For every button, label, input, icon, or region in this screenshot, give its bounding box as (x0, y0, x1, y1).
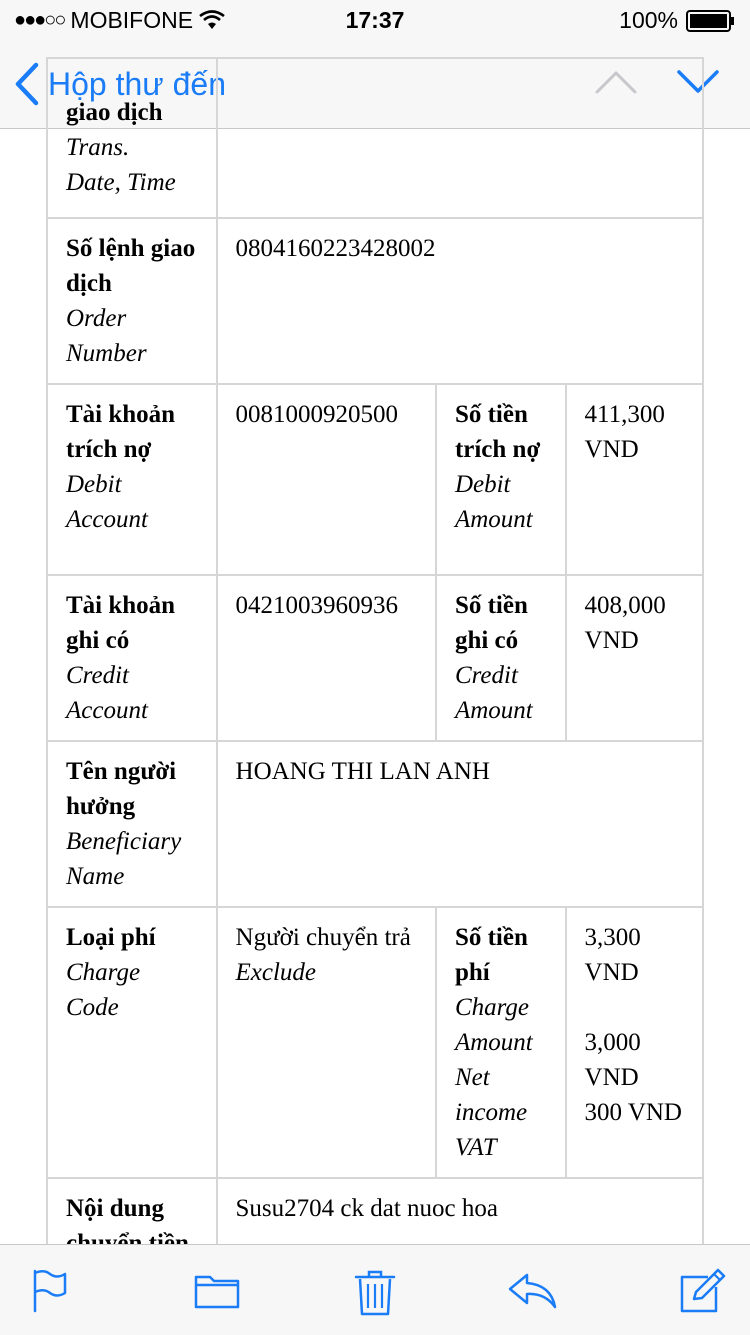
trash-icon (354, 1269, 396, 1317)
reply-icon (507, 1269, 559, 1313)
charge-amount: 3,300 VND (584, 924, 641, 986)
toolbar (0, 1244, 750, 1335)
signal-strength-icon: ●●●○○ (14, 9, 65, 31)
table-row (47, 741, 703, 907)
credit-amount: 408,000 VND (584, 592, 666, 654)
row-value-cell (217, 58, 703, 218)
vat-amount: 300 VND (584, 1099, 682, 1126)
table-row (47, 384, 703, 575)
label-vn: Số lệnh giao dịch (66, 235, 196, 297)
row-value-cell (566, 907, 703, 1178)
table-row (47, 218, 703, 384)
flag-button[interactable] (30, 1269, 70, 1318)
label-vn: Tài khoản ghi có (66, 592, 176, 654)
charge-payer: Người chuyển trả (235, 924, 411, 951)
label-en: Credit Amount (454, 662, 533, 724)
transfer-content: Susu2704 ck dat nuoc hoa (235, 1195, 498, 1222)
label-en: Order Number (66, 305, 147, 367)
row-label-cell (47, 741, 217, 907)
row-label-cell (47, 907, 217, 1178)
label-en: Trans. (66, 134, 130, 161)
spacer (585, 990, 684, 1025)
credit-account-number: 0421003960936 (235, 592, 399, 619)
carrier-name: MOBIFONE (70, 7, 194, 33)
label-vn: Tài khoản trích nợ (66, 401, 176, 463)
label-vn: Số tiền trích nợ (454, 401, 541, 463)
row-label-cell (436, 384, 566, 575)
email-body[interactable] (0, 99, 750, 1244)
label-vn: Tên người hưởng (66, 758, 177, 820)
row-value-cell (566, 575, 703, 741)
row-label-cell (436, 907, 566, 1178)
compose-icon (678, 1269, 726, 1315)
row-label-cell (436, 575, 566, 741)
label-vn: Loại phí (66, 924, 156, 951)
reply-button[interactable] (507, 1269, 559, 1318)
battery-icon (686, 10, 736, 32)
row-value-cell (217, 575, 436, 741)
row-value-cell (566, 384, 703, 575)
label-vn: Số tiền ghi có (454, 592, 528, 654)
label-vn: giao dịch (66, 99, 163, 126)
chevron-left-icon (14, 62, 40, 106)
table-row (47, 907, 703, 1178)
label-en: Debit Account (66, 471, 148, 533)
label-vn: Số tiền phí (454, 924, 528, 986)
row-label-cell (47, 384, 217, 575)
debit-account-number: 0081000920500 (235, 401, 399, 428)
status-right (619, 7, 736, 34)
label-en: Date, Time (66, 169, 176, 196)
label-en: Credit Account (66, 662, 148, 724)
row-label-cell (47, 58, 217, 218)
table-row (47, 575, 703, 741)
status-bar (0, 0, 750, 40)
label-en: Charge Amount (454, 994, 533, 1056)
row-value-cell (217, 218, 703, 384)
folder-icon (193, 1269, 241, 1313)
debit-amount: 411,300 VND (584, 401, 665, 463)
transaction-table (46, 57, 704, 1335)
table-row (47, 58, 703, 218)
row-label-cell (47, 575, 217, 741)
label-en: Charge Code (66, 959, 141, 1021)
beneficiary-name: HOANG THI LAN ANH (235, 758, 490, 785)
label-en: VAT (454, 1134, 497, 1161)
order-number: 0804160223428002 (235, 235, 436, 262)
back-button-label: Hộp thư đến (48, 65, 226, 102)
charge-code-en: Exclude (235, 959, 317, 986)
row-value-cell (217, 907, 436, 1178)
label-en: Debit Amount (454, 471, 533, 533)
row-value-cell (217, 741, 703, 907)
row-label-cell (47, 218, 217, 384)
label-en: Beneficiary Name (66, 828, 182, 890)
delete-button[interactable] (354, 1269, 396, 1322)
battery-percent: 100% (619, 7, 678, 33)
move-folder-button[interactable] (193, 1269, 241, 1318)
compose-button[interactable] (678, 1269, 726, 1320)
label-vn: Nội dung (66, 1195, 164, 1222)
label-en: Net income (454, 1064, 528, 1126)
flag-icon (30, 1269, 70, 1313)
status-time: 17:37 (345, 7, 405, 33)
net-income-amount: 3,000 VND (584, 1029, 641, 1091)
row-value-cell (217, 384, 436, 575)
